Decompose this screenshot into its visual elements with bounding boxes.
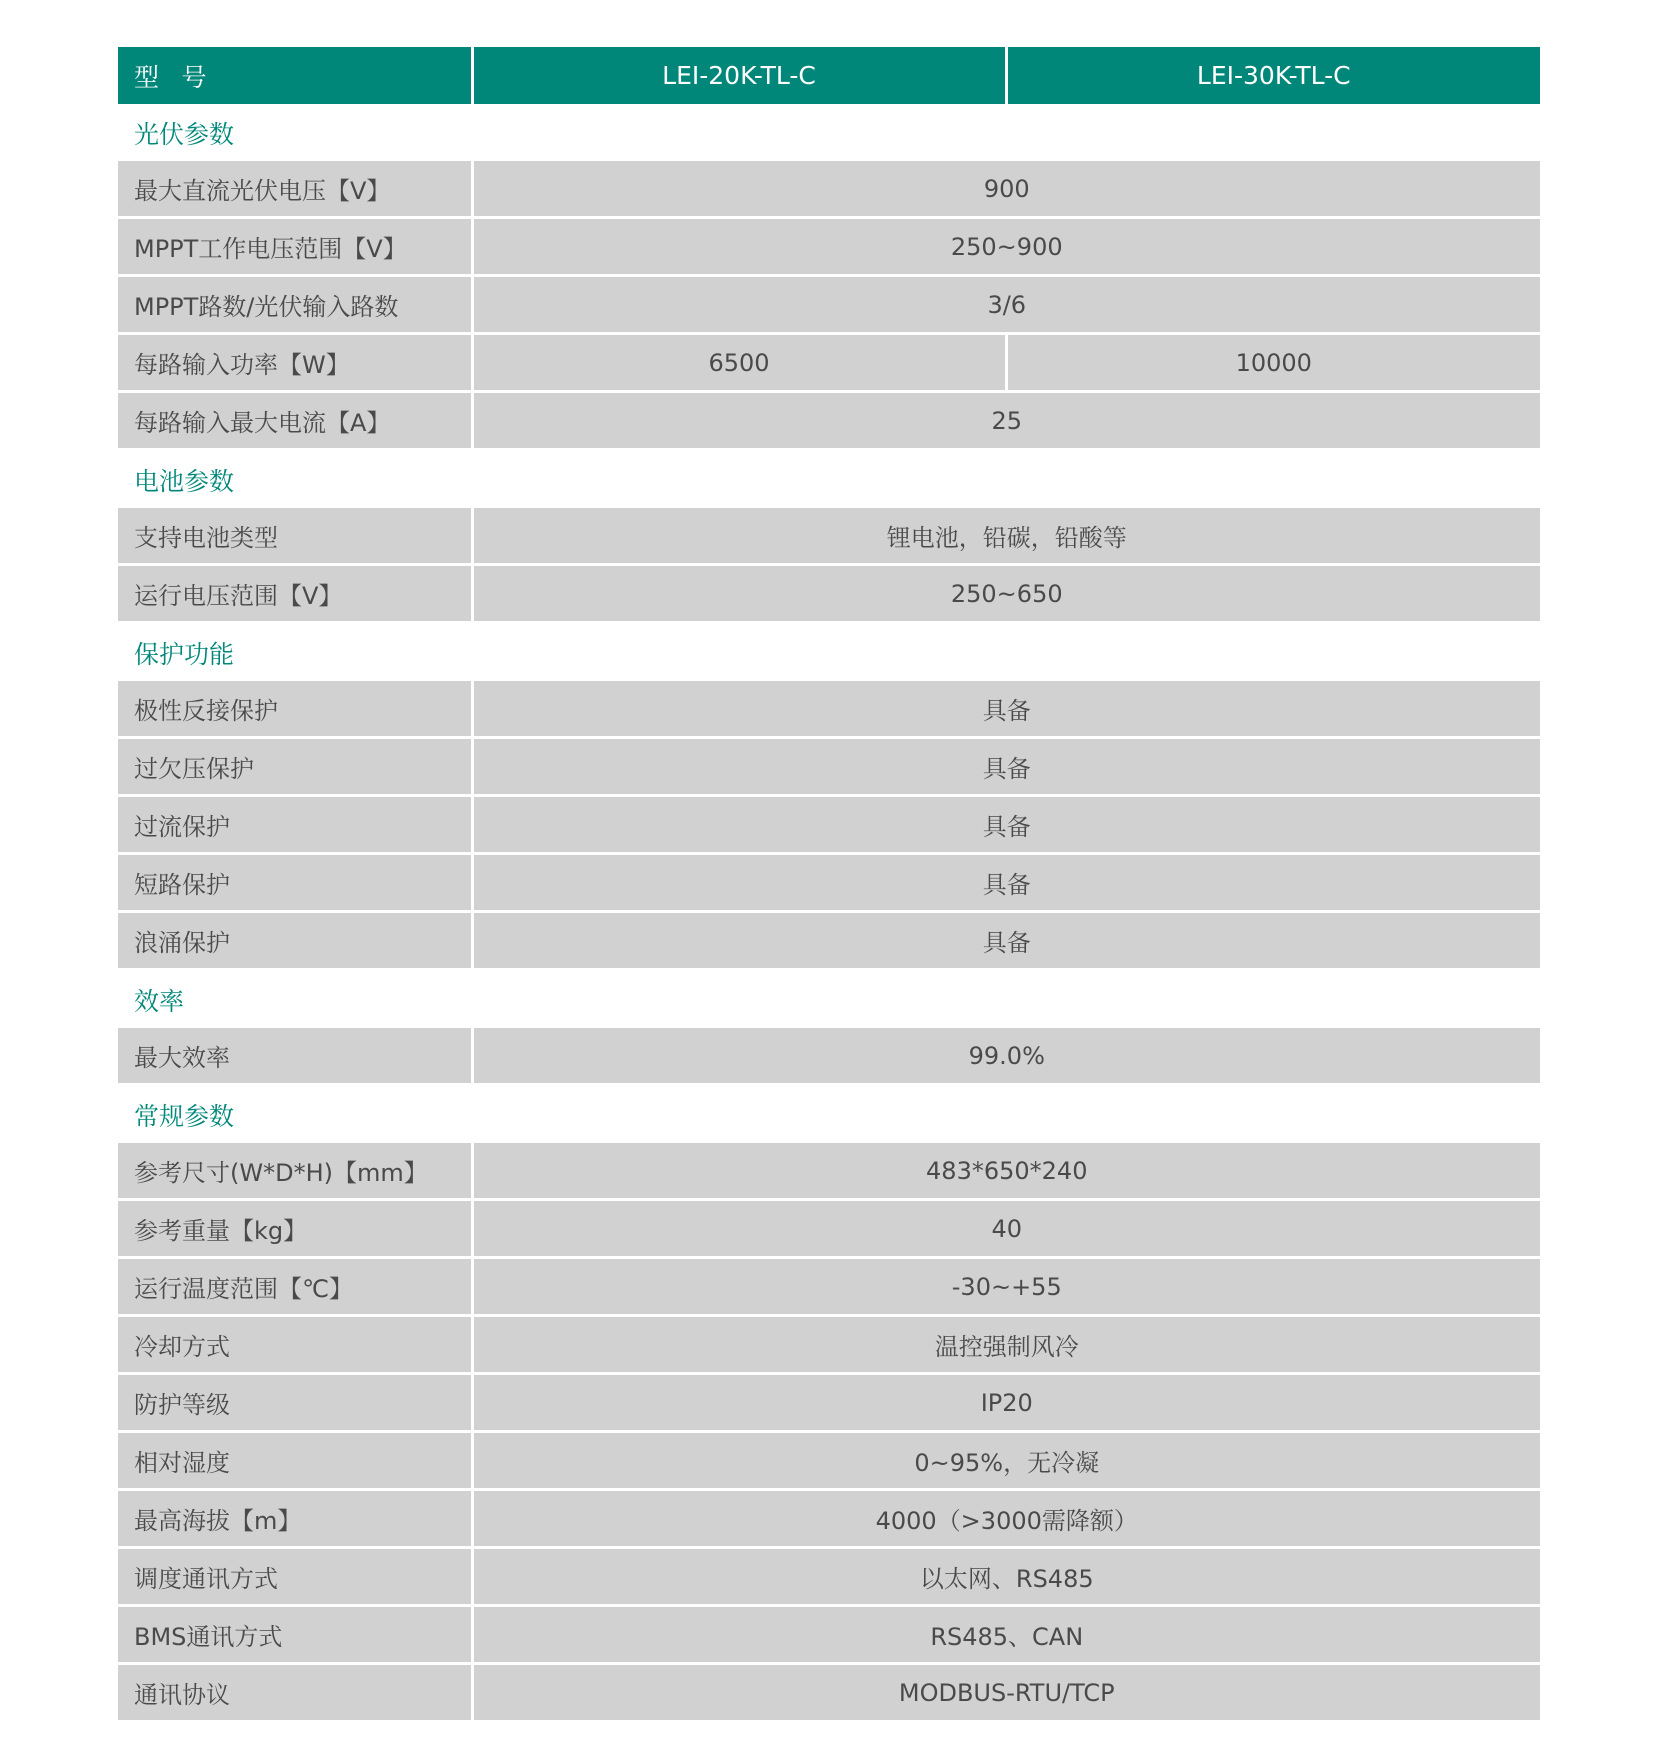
spec-value: 250~900 [472,218,1540,276]
spec-label: BMS通讯方式 [118,1606,472,1664]
section-row [118,623,1540,682]
spec-row [118,1548,1540,1606]
section-row [118,104,1540,161]
spec-row [118,392,1540,450]
spec-label: 运行电压范围【V】 [118,565,472,623]
spec-row [118,796,1540,854]
spec-label: MPPT工作电压范围【V】 [118,218,472,276]
spec-value: 250~650 [472,565,1540,623]
spec-value: IP20 [472,1374,1540,1432]
section-title: 光伏参数 [118,104,1540,161]
section-row [118,1085,1540,1144]
spec-label: 极性反接保护 [118,681,472,738]
spec-row [118,508,1540,565]
section-row [118,450,1540,509]
spec-value: 99.0% [472,1028,1540,1085]
spec-value-model-1: 6500 [472,334,1006,392]
model-column-1: LEI-20K-TL-C [472,47,1006,104]
spec-label: 运行温度范围【℃】 [118,1258,472,1316]
spec-row [118,1490,1540,1548]
spec-label: 通讯协议 [118,1664,472,1722]
spec-row [118,681,1540,738]
spec-value: 900 [472,161,1540,218]
spec-row [118,1374,1540,1432]
spec-row [118,854,1540,912]
spec-row [118,1258,1540,1316]
spec-value: 483*650*240 [472,1143,1540,1200]
spec-value: 温控强制风冷 [472,1316,1540,1374]
spec-label: 过流保护 [118,796,472,854]
model-column-2: LEI-30K-TL-C [1006,47,1540,104]
spec-value: 40 [472,1200,1540,1258]
spec-value: 具备 [472,854,1540,912]
spec-label: 防护等级 [118,1374,472,1432]
spec-value: 以太网、RS485 [472,1548,1540,1606]
spec-label: 每路输入功率【W】 [118,334,472,392]
spec-value: 具备 [472,796,1540,854]
spec-body [118,104,1540,1722]
spec-row [118,565,1540,623]
spec-row [118,1200,1540,1258]
spec-value: 0~95%，无冷凝 [472,1432,1540,1490]
spec-row [118,276,1540,334]
spec-label: 支持电池类型 [118,508,472,565]
spec-label: 相对湿度 [118,1432,472,1490]
spec-label: 过欠压保护 [118,738,472,796]
spec-value: 具备 [472,912,1540,970]
section-title: 保护功能 [118,623,1540,682]
spec-row [118,334,1540,392]
spec-row [118,218,1540,276]
spec-row [118,1606,1540,1664]
spec-row [118,738,1540,796]
spec-row [118,1664,1540,1722]
spec-row [118,161,1540,218]
spec-value: RS485、CAN [472,1606,1540,1664]
section-row [118,970,1540,1029]
spec-value: 25 [472,392,1540,450]
spec-value: 4000（>3000需降额） [472,1490,1540,1548]
spec-row [118,1143,1540,1200]
spec-row [118,1432,1540,1490]
section-title: 常规参数 [118,1085,1540,1144]
spec-label: 每路输入最大电流【A】 [118,392,472,450]
spec-value: 3/6 [472,276,1540,334]
spec-value-model-2: 10000 [1006,334,1540,392]
spec-value: -30~+55 [472,1258,1540,1316]
model-header-label: 型号 [118,47,472,104]
spec-label: 冷却方式 [118,1316,472,1374]
spec-label: 最大效率 [118,1028,472,1085]
spec-label: 浪涌保护 [118,912,472,970]
header-row [118,47,1540,104]
spec-row [118,1316,1540,1374]
spec-label: 最大直流光伏电压【V】 [118,161,472,218]
spec-label: 参考尺寸(W*D*H)【mm】 [118,1143,472,1200]
spec-label: 调度通讯方式 [118,1548,472,1606]
section-title: 电池参数 [118,450,1540,509]
spec-label: 最高海拔【m】 [118,1490,472,1548]
spec-value: 锂电池，铅碳，铅酸等 [472,508,1540,565]
spec-label: MPPT路数/光伏输入路数 [118,276,472,334]
spec-value: 具备 [472,738,1540,796]
spec-row [118,912,1540,970]
spec-table [118,47,1540,1723]
spec-value: 具备 [472,681,1540,738]
spec-row [118,1028,1540,1085]
spec-label: 短路保护 [118,854,472,912]
section-title: 效率 [118,970,1540,1029]
spec-label: 参考重量【kg】 [118,1200,472,1258]
spec-value: MODBUS-RTU/TCP [472,1664,1540,1722]
